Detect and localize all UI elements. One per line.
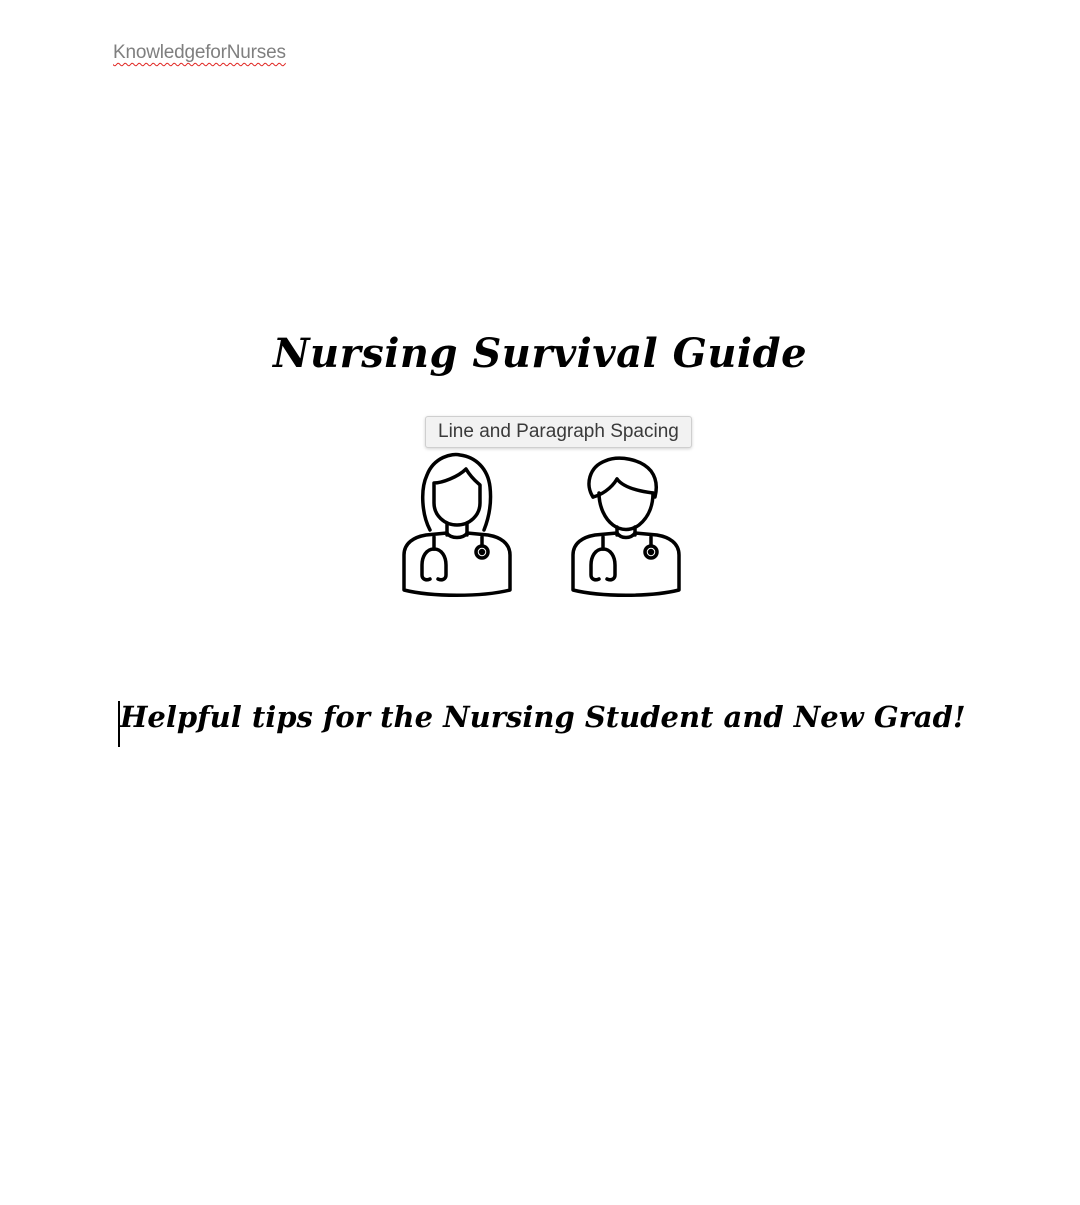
male-nurse-icon[interactable]	[561, 445, 691, 605]
tooltip: Line and Paragraph Spacing	[425, 416, 692, 448]
document-title[interactable]: Nursing Survival Guide	[272, 330, 808, 377]
female-nurse-icon[interactable]	[392, 445, 522, 605]
document-header[interactable]: KnowledgeforNurses	[113, 42, 286, 63]
document-subtitle[interactable]: Helpful tips for the Nursing Student and New Grad!	[120, 700, 966, 734]
